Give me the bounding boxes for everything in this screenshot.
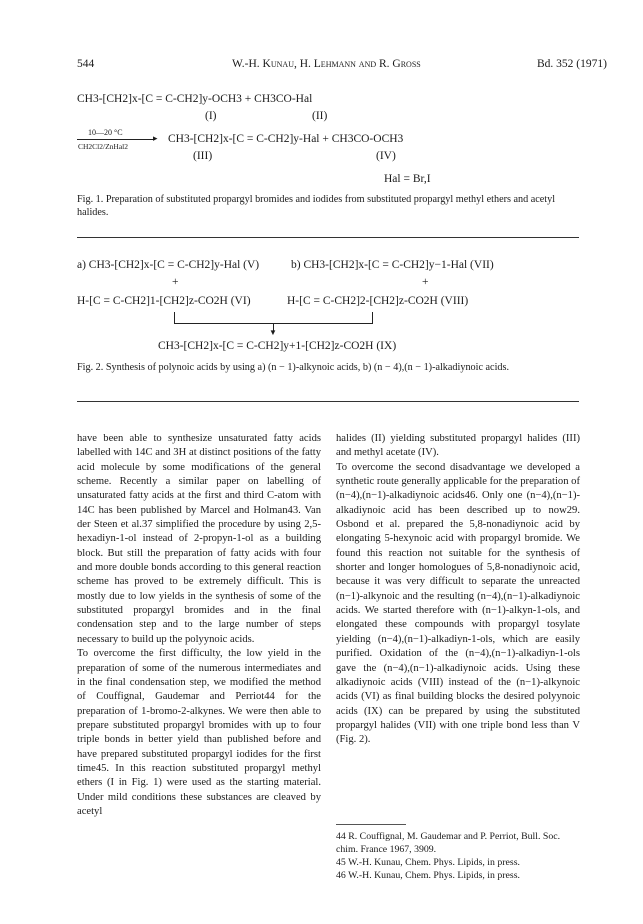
fig1-label-IV: (IV) <box>376 150 396 162</box>
fig2-reactant-b: b) CH3-[CH2]x-[C = C-CH2]y−1-Hal (VII) <box>291 259 494 271</box>
fig1-caption: Fig. 1. Preparation of substituted propargyl bromides and iodides from substituted propargyl methyl ethers and acetyl halides. <box>77 194 556 218</box>
fig1-label-II: (II) <box>312 110 328 122</box>
footnotes <box>336 830 580 882</box>
footnote-46: 46 W.-H. Kunau, Chem. Phys. Lipids, in press. <box>336 870 520 881</box>
fig1-arrow-head: ▸ <box>153 133 158 143</box>
fig1-condition-bottom: CH2Cl2/ZnHal2 <box>78 142 128 151</box>
footnote-45: 45 W.-H. Kunau, Chem. Phys. Lipids, in press. <box>336 857 520 868</box>
divider-bottom <box>77 401 579 402</box>
fig1-product-line: CH3-[CH2]x-[C = C-CH2]y-Hal + CH3CO-OCH3 <box>168 133 404 145</box>
fig2-reactant-a: a) CH3-[CH2]x-[C = C-CH2]y-Hal (V) <box>77 259 260 271</box>
divider-top <box>77 237 579 238</box>
running-head-journal: Bd. 352 (1971) <box>537 58 607 70</box>
running-head-authors: W.-H. Kunau, H. Lehmann and R. Gross <box>232 58 421 70</box>
fig1-reaction-arrow <box>77 139 155 140</box>
fig2-plus-a: + <box>172 276 179 288</box>
fig1-condition-top: 10—20 °C <box>88 128 123 137</box>
fig1-reaction-line: CH3-[CH2]x-[C = C-CH2]y-OCH3 + CH3CO-Hal <box>77 93 313 105</box>
footnote-rule <box>336 824 406 825</box>
fig2-acid-VIII: H-[C = C-CH2]2-[CH2]z-CO2H (VIII) <box>287 295 469 307</box>
fig2-arrow-head: ▼ <box>269 328 277 337</box>
fig2-caption: Fig. 2. Synthesis of polynoic acids by using a) (n − 1)-alkynoic acids, b) (n − 4),(n − 1)-alkadiynoic acids. <box>77 362 510 373</box>
page-number: 544 <box>77 58 95 70</box>
left-paragraph-2: To overcome the first difficulty, the low yield in the preparation of some of the numerous intermediates and in the final condensation step, we modified the method of Couffignal, Gaudemar and Perriot44 for the preparation of 1-bromo-2-alkynes. We were then able to prepare substituted propargyl bromides with up to four triple bonds in better yield than published before and have prepared substituted propargyl iodides for the first time45. In this reaction substituted propargyl methyl ethers (I in Fig. 1) were used as the starting material. Under mild conditions these substances are cleaved by acetyl <box>77 648 321 817</box>
fig1-label-I: (I) <box>205 110 217 122</box>
right-paragraph-1: halides (II) yielding substituted propargyl halides (III) and methyl acetate (IV). <box>336 433 580 459</box>
fig1-hal-note: Hal = Br,I <box>384 173 431 185</box>
fig1-label-III: (III) <box>193 150 213 162</box>
fig2-acid-VI: H-[C = C-CH2]1-[CH2]z-CO2H (VI) <box>77 295 251 307</box>
left-column <box>77 432 321 819</box>
fig2-product: CH3-[CH2]x-[C = C-CH2]y+1-[CH2]z-CO2H (IX) <box>158 340 397 352</box>
right-paragraph-2: To overcome the second disadvantage we developed a synthetic route generally applicable for the preparation of (n−4),(n−1)-alkadiynoic acids46. Only one (n−4),(n−1)-alkadiynoic acid has been described up to now29. Osbond et al. prepared the 5,8-nonadiynoic acid by elongating 5-hexynoic acid with propargyl bromide. We found this reaction not suitable for the synthesis of shorter and longer homologues of 5,8-nonadiynoic acid, because it was very difficult to separate the unreacted (n−1)-alkynoic and the resulting (n−4),(n−1)-alkadiynoic acids. We started therefore with (n−1)-alkyn-1-ols, and elongated these compounds with propargyl tosylate yielding (n−4),(n−1)-alkadiyn-1-ols, which are easily purified. Oxidation of the (n−4),(n−1)-alkadiyn-1-ols gave the (n−4),(n−1)-alkadiynoic acids. Using these alkadiynoic acids (VIII) instead of the (n−1)-alkynoic acids (VI) as final building blocks the desired polyynoic acids (IX) can be prepared by using the substituted propargyl halides (VII) with one triple bond less than V (Fig. 2). <box>336 461 580 746</box>
footnote-44: 44 R. Couffignal, M. Gaudemar and P. Perriot, Bull. Soc. chim. France 1967, 3909. <box>336 831 561 855</box>
left-paragraph-1: have been able to synthesize unsaturated fatty acids labelled with 14C and 3H at distinct positions of the fatty acid molecule by some modifications of the general scheme. Recently a similar paper on labelling of unsaturated fatty acids at the first and third C-atom with 14C has been published by Marcel and Holman43. Van der Steen et al.37 simplified the procedure by using 2,5-hexadiyn-1-ol instead of 2-propyn-1-ol as a building block. But still the preparation of fatty acids with four and more double bonds according to this general reaction scheme has proved to be extremely difficult. This is mostly due to low yields in the synthesis of some of the substituted propargyl bromides and in the final condensation step and to the large number of steps necessary to build up the polyynoic acids. <box>77 433 321 645</box>
fig2-plus-b: + <box>422 276 429 288</box>
right-column <box>336 432 580 748</box>
